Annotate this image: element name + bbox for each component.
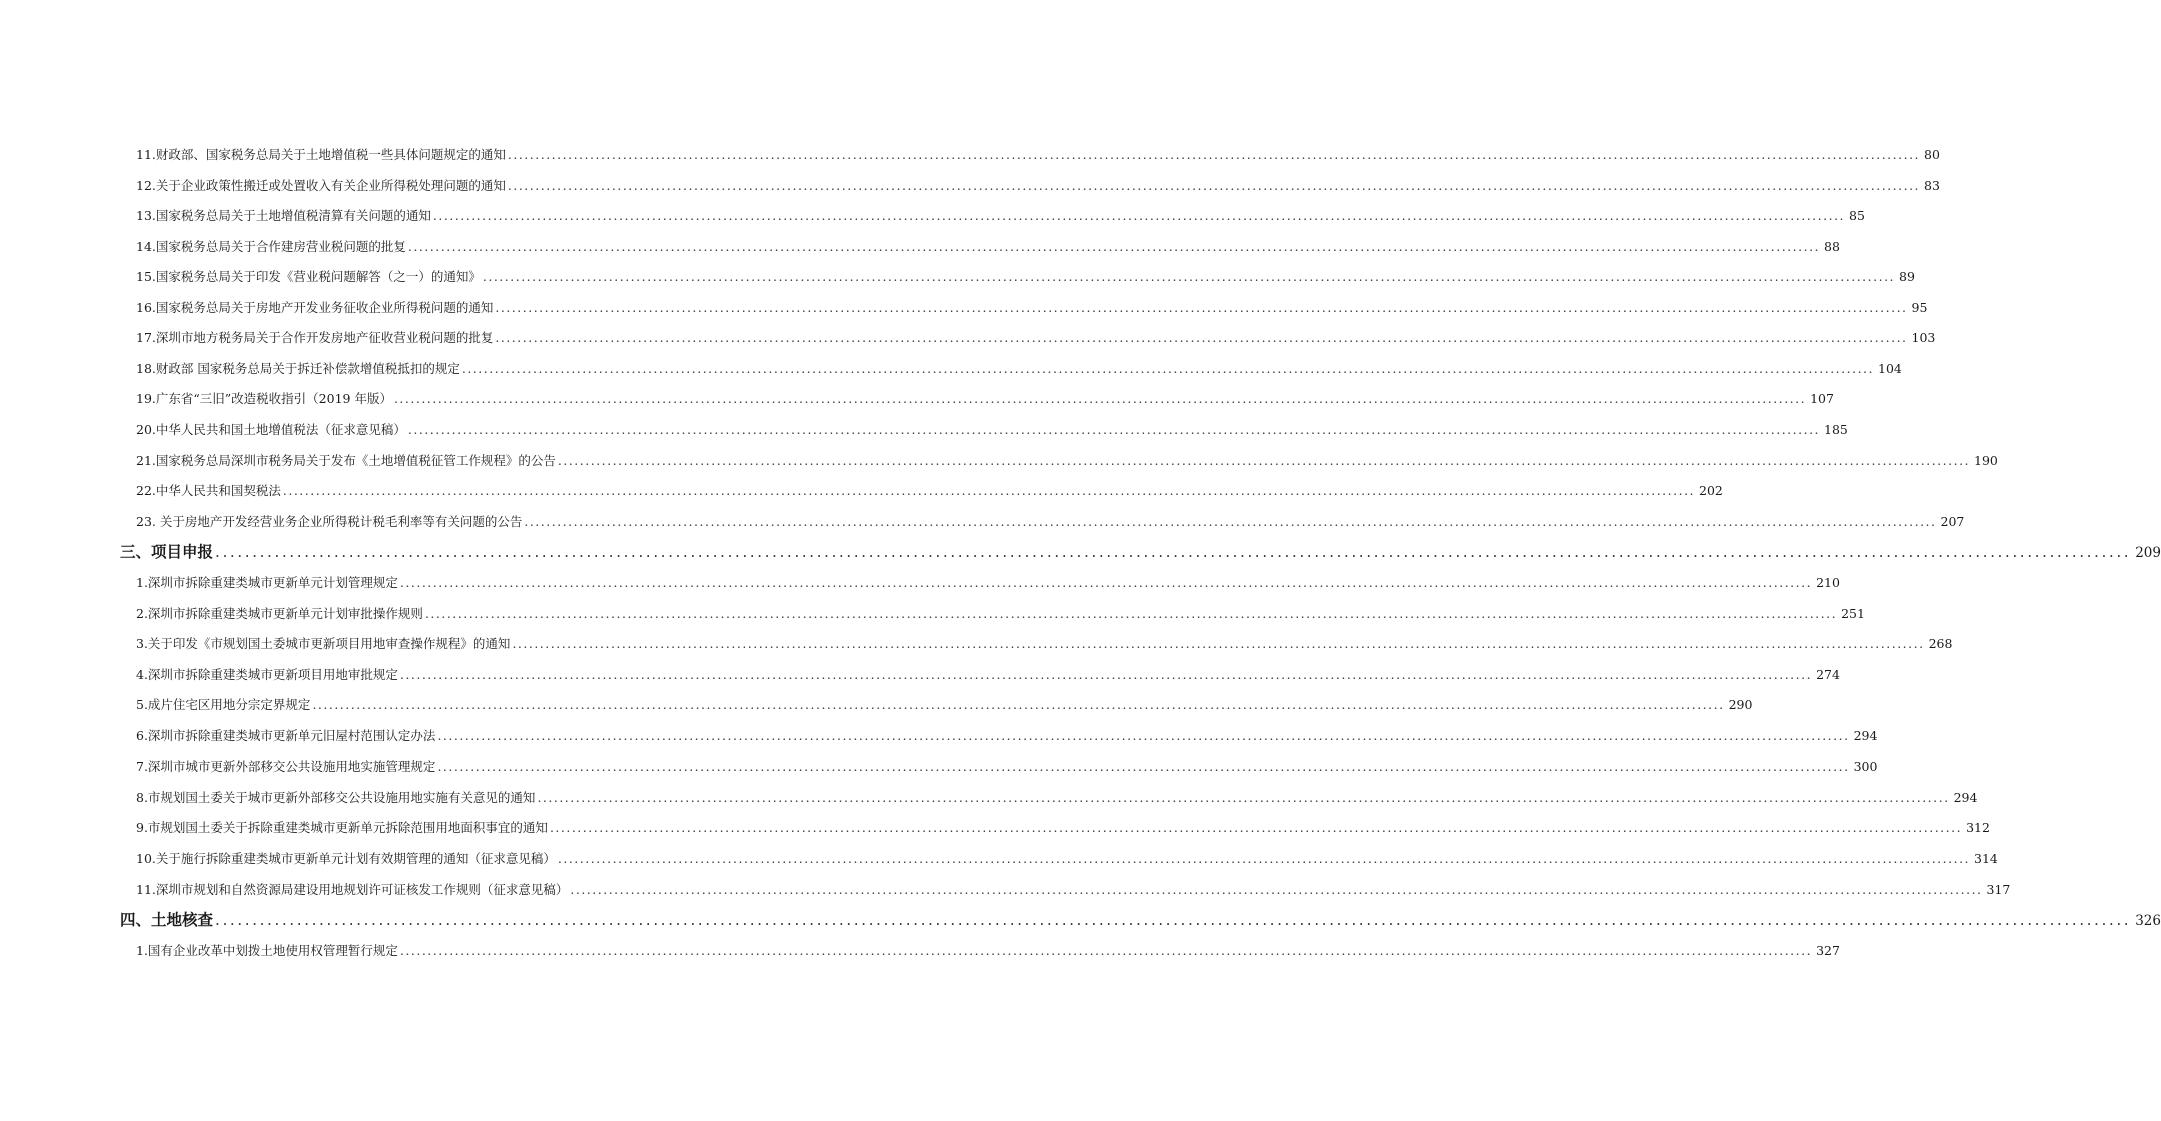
toc-entry-title: 3.关于印发《市规划国土委城市更新项目用地审查操作规程》的通知 (136, 636, 511, 651)
dot-leader (437, 725, 1849, 747)
toc-entry-title: 17.深圳市地方税务局关于合作开发房地产征收营业税问题的批复 (136, 330, 494, 345)
toc-entry-page: 268 (1928, 636, 1953, 651)
toc-entry-title: 20.中华人民共和国土地增值税法（征求意见稿） (136, 422, 406, 437)
toc-entry-title: 7.深圳市城市更新外部移交公共设施用地实施管理规定 (136, 759, 436, 774)
toc-entry-page: 294 (1853, 728, 1878, 743)
dot-leader (408, 419, 1820, 441)
toc-entry[interactable] (136, 725, 1878, 747)
toc-entry-title: 11.财政部、国家税务总局关于土地增值税一些具体问题规定的通知 (136, 147, 506, 162)
toc-entry[interactable] (136, 848, 1998, 870)
toc-entry[interactable] (136, 480, 1723, 502)
toc-entry[interactable] (136, 817, 1990, 839)
toc-entry[interactable] (136, 175, 1940, 197)
dot-leader (283, 480, 1695, 502)
dot-leader (312, 694, 1724, 716)
toc-entry-page: 95 (1911, 300, 1928, 315)
toc-entry-page: 89 (1899, 269, 1915, 284)
toc-entry[interactable] (136, 450, 1998, 472)
dot-leader (483, 266, 1895, 288)
dot-leader (495, 327, 1907, 349)
toc-entry-page: 202 (1699, 483, 1723, 498)
toc-entry-page: 207 (1940, 514, 1965, 529)
toc-entry-title: 14.国家税务总局关于合作建房营业税问题的批复 (136, 239, 406, 254)
toc-entry-page: 300 (1853, 759, 1878, 774)
toc-entry-page: 83 (1924, 178, 1940, 193)
toc-entry-page: 312 (1966, 820, 1990, 835)
dot-leader (512, 633, 1924, 655)
dot-leader (558, 848, 1970, 870)
toc-entry-title: 21.国家税务总局深圳市税务局关于发布《土地增值税征管工作规程》的公告 (136, 453, 556, 468)
toc-entry[interactable] (136, 205, 1865, 227)
toc-entry-page: 317 (1986, 882, 2011, 897)
toc-entry[interactable] (136, 694, 1753, 716)
toc-entry[interactable] (136, 419, 1848, 441)
toc-entry-title: 10.关于施行拆除重建类城市更新单元计划有效期管理的通知（征求意见稿） (136, 851, 556, 866)
toc-entry-title: 19.广东省“三旧”改造税收指引（2019 年版） (136, 391, 392, 406)
dot-leader (508, 175, 1920, 197)
toc-entry-title: 5.成片住宅区用地分宗定界规定 (136, 697, 311, 712)
toc-entry-title: 11.深圳市规划和自然资源局建设用地规划许可证核发工作规则（征求意见稿） (136, 882, 569, 897)
toc-entry-page: 103 (1911, 330, 1936, 345)
toc-entry[interactable] (136, 572, 1840, 594)
toc-entry-title: 6.深圳市拆除重建类城市更新单元旧屋村范围认定办法 (136, 728, 436, 743)
toc-entry-page: 107 (1810, 391, 1834, 406)
dot-leader (537, 787, 1949, 809)
dot-leader (215, 541, 2131, 563)
toc-entry-title: 18.财政部 国家税务总局关于拆迁补偿款增值税抵扣的规定 (136, 361, 460, 376)
dot-leader (508, 144, 1920, 166)
toc-entry-title: 13.国家税务总局关于土地增值税清算有关问题的通知 (136, 208, 431, 223)
toc-entry-title: 16.国家税务总局关于房地产开发业务征收企业所得税问题的通知 (136, 300, 494, 315)
toc-entry-page: 104 (1878, 361, 1902, 376)
toc-entry-page: 88 (1824, 239, 1840, 254)
toc-entry[interactable] (136, 236, 1840, 258)
toc-entry-page: 85 (1849, 208, 1865, 223)
toc-section-title: 三、项目申报 (120, 543, 214, 561)
toc-entry[interactable] (136, 358, 1902, 380)
dot-leader (394, 388, 1806, 410)
toc-entry-title: 23. 关于房地产开发经营业务企业所得税计税毛利率等有关问题的公告 (136, 514, 523, 529)
dot-leader (433, 205, 1845, 227)
toc-entry-page: 327 (1816, 943, 1840, 958)
toc-section-page: 326 (2135, 913, 2161, 929)
toc-entry-page: 294 (1953, 790, 1978, 805)
toc-entry-page: 185 (1824, 422, 1848, 437)
toc-entry-title: 8.市规划国土委关于城市更新外部移交公共设施用地实施有关意见的通知 (136, 790, 536, 805)
dot-leader (400, 572, 1812, 594)
toc-entry[interactable] (136, 879, 2011, 901)
toc-entry[interactable] (136, 664, 1840, 686)
toc-entry-title: 22.中华人民共和国契税法 (136, 483, 281, 498)
dot-leader (425, 603, 1837, 625)
dot-leader (462, 358, 1874, 380)
toc-entry-page: 290 (1728, 697, 1753, 712)
toc-entry-title: 1.国有企业改革中划拨土地使用权管理暂行规定 (136, 943, 398, 958)
toc-entry-title: 2.深圳市拆除重建类城市更新单元计划审批操作规则 (136, 606, 423, 621)
dot-leader (524, 511, 1936, 533)
dot-leader (437, 756, 1849, 778)
toc-entry-page: 274 (1816, 667, 1840, 682)
toc-entry-title: 12.关于企业政策性搬迁或处置收入有关企业所得税处理问题的通知 (136, 178, 506, 193)
toc-entry-title: 15.国家税务总局关于印发《营业税问题解答（之一）的通知》 (136, 269, 481, 284)
dot-leader (558, 450, 1970, 472)
toc-section-heading[interactable] (120, 909, 2161, 931)
toc-entry[interactable] (136, 633, 1953, 655)
toc-entry-page: 210 (1816, 575, 1840, 590)
toc-entry[interactable] (136, 940, 1840, 962)
dot-leader (495, 297, 1907, 319)
toc-section-title: 四、土地核查 (120, 911, 214, 929)
toc-entry-title: 1.深圳市拆除重建类城市更新单元计划管理规定 (136, 575, 398, 590)
toc-entry[interactable] (136, 388, 1834, 410)
toc-entry[interactable] (136, 511, 1965, 533)
toc-entry-title: 4.深圳市拆除重建类城市更新项目用地审批规定 (136, 667, 398, 682)
toc-entry[interactable] (136, 144, 1940, 166)
toc-section-heading[interactable] (120, 541, 2161, 563)
dot-leader (400, 664, 1812, 686)
dot-leader (570, 879, 1982, 901)
dot-leader (215, 909, 2131, 931)
toc-entry-page: 190 (1974, 453, 1998, 468)
toc-entry[interactable] (136, 327, 1936, 349)
toc-entry-title: 9.市规划国土委关于拆除重建类城市更新单元拆除范围用地面积事宜的通知 (136, 820, 548, 835)
toc-entry[interactable] (136, 603, 1865, 625)
toc-entry-page: 80 (1924, 147, 1940, 162)
dot-leader (400, 940, 1812, 962)
toc-section-page: 209 (2135, 545, 2161, 561)
toc-entry[interactable] (136, 297, 1928, 319)
dot-leader (408, 236, 1820, 258)
toc-entry-page: 251 (1841, 606, 1865, 621)
dot-leader (550, 817, 1962, 839)
toc-entry-page: 314 (1974, 851, 1998, 866)
toc-entry[interactable] (136, 787, 1978, 809)
toc-entry[interactable] (136, 266, 1915, 288)
toc-entry[interactable] (136, 756, 1878, 778)
